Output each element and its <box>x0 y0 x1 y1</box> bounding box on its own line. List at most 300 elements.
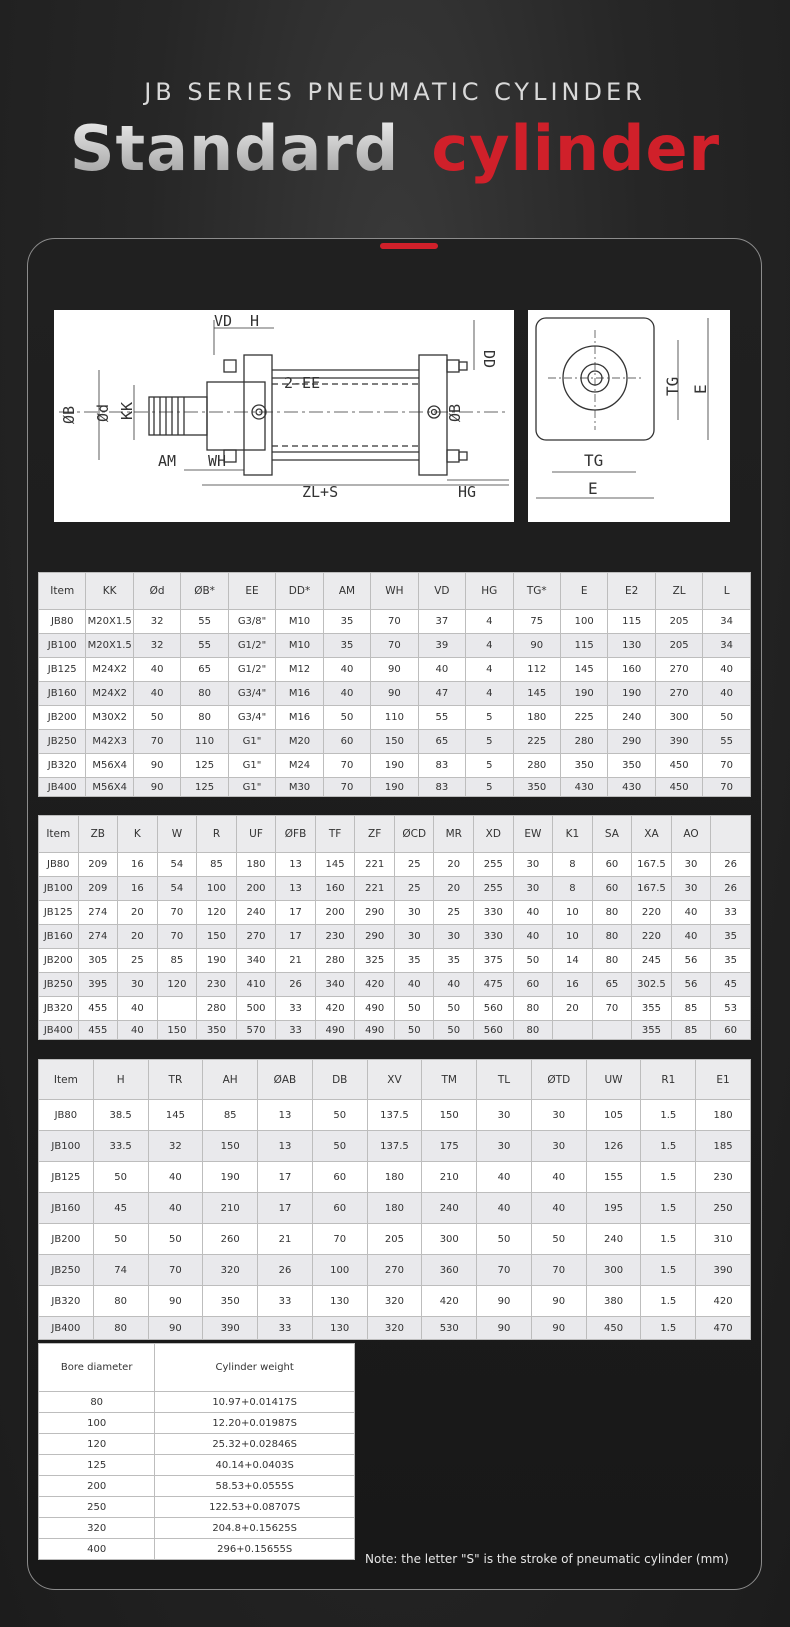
table-cell: 8 <box>553 877 593 901</box>
table-row <box>39 1131 751 1162</box>
table-cell: 240 <box>422 1193 477 1224</box>
table-cell: 5 <box>466 730 513 754</box>
table-cell: M24X2 <box>86 682 133 706</box>
table-cell: 105 <box>586 1100 641 1131</box>
table-cell: 60 <box>592 853 632 877</box>
header-cell: Ød <box>133 573 180 610</box>
label-h: H <box>250 312 260 330</box>
table-cell: 33 <box>258 1286 313 1317</box>
table-cell: 1.5 <box>641 1224 696 1255</box>
table-cell: 90 <box>531 1317 586 1340</box>
table-cell: 4 <box>466 658 513 682</box>
table-cell: 90 <box>531 1286 586 1317</box>
table-cell: 40 <box>513 901 553 925</box>
table-cell: 310 <box>696 1224 751 1255</box>
weight-cell: 12.20+0.01987S <box>155 1413 355 1434</box>
table-cell: 37 <box>418 610 465 634</box>
table-cell: JB250 <box>39 730 86 754</box>
table-cell: 40 <box>133 658 180 682</box>
table-cell: 60 <box>312 1162 367 1193</box>
card-accent-bar <box>380 243 438 249</box>
table-cell: 240 <box>236 901 276 925</box>
table-cell: 305 <box>78 949 118 973</box>
table-cell: 430 <box>560 778 607 797</box>
table-cell: 10 <box>553 925 593 949</box>
table-cell: 1.5 <box>641 1255 696 1286</box>
table-cell: 145 <box>148 1100 203 1131</box>
table-cell: 16 <box>118 877 158 901</box>
table-cell: 90 <box>513 634 560 658</box>
weight-cell: 204.8+0.15625S <box>155 1518 355 1539</box>
table-cell: 20 <box>553 997 593 1021</box>
header-cell: TF <box>315 816 355 853</box>
header-cell: ØTD <box>531 1060 586 1100</box>
table-cell: 420 <box>696 1286 751 1317</box>
header-cell: R <box>197 816 237 853</box>
header-cell: TR <box>148 1060 203 1100</box>
table-cell: 350 <box>513 778 560 797</box>
table-cell: 450 <box>655 754 702 778</box>
table-cell: 200 <box>236 877 276 901</box>
table-cell: 30 <box>513 853 553 877</box>
weight-row <box>39 1518 355 1539</box>
table-cell: 220 <box>632 925 672 949</box>
table-cell: 60 <box>312 1193 367 1224</box>
table-cell: JB125 <box>39 1162 94 1193</box>
table-cell: M10 <box>276 634 323 658</box>
table-cell: G3/4" <box>228 706 275 730</box>
table-cell: 180 <box>236 853 276 877</box>
weight-row <box>39 1455 355 1476</box>
header-cell: E1 <box>696 1060 751 1100</box>
table-cell: 56 <box>671 949 711 973</box>
table-cell: 290 <box>355 925 395 949</box>
table-cell: M12 <box>276 658 323 682</box>
table-cell: 50 <box>477 1224 532 1255</box>
table-row <box>39 1021 751 1040</box>
table-cell: 85 <box>203 1100 258 1131</box>
header-cell: EW <box>513 816 553 853</box>
table-cell: 33 <box>276 1021 316 1040</box>
table-cell: 221 <box>355 853 395 877</box>
table-cell: JB250 <box>39 1255 94 1286</box>
header-cell: E <box>560 573 607 610</box>
table-cell: 40 <box>703 658 751 682</box>
table-cell: 260 <box>203 1224 258 1255</box>
table-cell: 230 <box>315 925 355 949</box>
table-cell: 570 <box>236 1021 276 1040</box>
table-cell: 110 <box>371 706 418 730</box>
table-cell: 455 <box>78 997 118 1021</box>
table-cell: 70 <box>592 997 632 1021</box>
header-cell: TG* <box>513 573 560 610</box>
table-cell: 230 <box>197 973 237 997</box>
header-cell: ZB <box>78 816 118 853</box>
header-cell: XV <box>367 1060 422 1100</box>
table-cell: 209 <box>78 877 118 901</box>
table-cell: 250 <box>696 1193 751 1224</box>
table-cell: 300 <box>586 1255 641 1286</box>
table-cell: 38.5 <box>93 1100 148 1131</box>
table-cell: 5 <box>466 754 513 778</box>
table-cell: 85 <box>197 853 237 877</box>
table-row <box>39 706 751 730</box>
table-cell: 70 <box>148 1255 203 1286</box>
table-cell: 245 <box>632 949 672 973</box>
table-cell: 270 <box>236 925 276 949</box>
header-cell: E2 <box>608 573 655 610</box>
header-cell: H <box>93 1060 148 1100</box>
table-header-row <box>39 816 751 853</box>
table-cell: 395 <box>78 973 118 997</box>
label-ob-rear: ØB <box>446 403 464 422</box>
label-wh: WH <box>208 452 227 470</box>
table-cell: 21 <box>276 949 316 973</box>
table-cell: 209 <box>78 853 118 877</box>
table-cell: M24X2 <box>86 658 133 682</box>
table-cell: 300 <box>655 706 702 730</box>
table-cell: 85 <box>157 949 197 973</box>
table-row <box>39 730 751 754</box>
table-cell: 20 <box>434 853 474 877</box>
table-cell: 45 <box>93 1193 148 1224</box>
table-cell: 4 <box>466 682 513 706</box>
table-cell: 270 <box>655 682 702 706</box>
table-cell: M10 <box>276 610 323 634</box>
table-cell: M30 <box>276 778 323 797</box>
table-cell: 13 <box>276 853 316 877</box>
table-cell: M20X1.5 <box>86 610 133 634</box>
table-cell: 330 <box>474 925 514 949</box>
stroke-note: Note: the letter "S" is the stroke of pneumatic cylinder (mm) <box>365 1552 729 1566</box>
table-cell: 145 <box>315 853 355 877</box>
header-cell: R1 <box>641 1060 696 1100</box>
table-cell: 74 <box>93 1255 148 1286</box>
header-cell <box>711 816 751 853</box>
table-row <box>39 634 751 658</box>
table-cell: 120 <box>197 901 237 925</box>
header-cell: ØFB <box>276 816 316 853</box>
table-cell: 420 <box>422 1286 477 1317</box>
table-cell: G1" <box>228 730 275 754</box>
table-cell: 500 <box>236 997 276 1021</box>
table-cell: 70 <box>323 778 370 797</box>
table-cell: JB320 <box>39 754 86 778</box>
table-cell: 40 <box>671 901 711 925</box>
table-cell: 90 <box>371 658 418 682</box>
weight-cell: 125 <box>39 1455 155 1476</box>
table-cell: 1.5 <box>641 1317 696 1340</box>
table-cell: 80 <box>592 925 632 949</box>
table-row <box>39 1162 751 1193</box>
table-cell: 50 <box>434 1021 474 1040</box>
table-cell: 40 <box>477 1162 532 1193</box>
label-dd: DD <box>480 350 498 369</box>
table-cell: 100 <box>312 1255 367 1286</box>
spec-table-2 <box>38 815 751 1040</box>
table-cell: JB125 <box>39 901 79 925</box>
table-cell: 390 <box>696 1255 751 1286</box>
table-cell: G3/4" <box>228 682 275 706</box>
table-cell: M24 <box>276 754 323 778</box>
table-cell: 1.5 <box>641 1193 696 1224</box>
table-cell: 20 <box>118 901 158 925</box>
table-cell: 55 <box>181 610 228 634</box>
table-cell: 30 <box>477 1100 532 1131</box>
table-cell: 160 <box>608 658 655 682</box>
table-cell: JB100 <box>39 877 79 901</box>
table-cell: 450 <box>655 778 702 797</box>
table-cell: 90 <box>148 1317 203 1340</box>
table-cell: 65 <box>181 658 228 682</box>
table-cell: 13 <box>258 1131 313 1162</box>
table-cell: 90 <box>148 1286 203 1317</box>
table-header-row <box>39 573 751 610</box>
table-cell: 32 <box>133 634 180 658</box>
table-cell: 32 <box>148 1131 203 1162</box>
table-cell: 1.5 <box>641 1162 696 1193</box>
table-cell: JB160 <box>39 1193 94 1224</box>
table-cell: 25 <box>394 853 434 877</box>
table-cell: 390 <box>655 730 702 754</box>
table-cell: M30X2 <box>86 706 133 730</box>
table-row <box>39 1100 751 1131</box>
table-cell: 167.5 <box>632 877 672 901</box>
table-cell: 290 <box>608 730 655 754</box>
weight-header-cell: Cylinder weight <box>155 1344 355 1392</box>
front-view-drawing <box>528 310 730 522</box>
table-cell: 50 <box>93 1224 148 1255</box>
table-cell: 35 <box>323 610 370 634</box>
table-cell: 54 <box>157 877 197 901</box>
table-cell: 205 <box>655 610 702 634</box>
header-cell: AH <box>203 1060 258 1100</box>
table-cell: JB320 <box>39 997 79 1021</box>
table-cell: 5 <box>466 706 513 730</box>
table-cell: 33 <box>711 901 751 925</box>
table-cell: 47 <box>418 682 465 706</box>
table-cell: 80 <box>181 706 228 730</box>
table-cell: 60 <box>323 730 370 754</box>
table-cell: 30 <box>531 1131 586 1162</box>
table-cell: 50 <box>312 1100 367 1131</box>
header-cell: DB <box>312 1060 367 1100</box>
table-cell: 180 <box>367 1162 422 1193</box>
table-cell: 70 <box>323 754 370 778</box>
table-cell: 210 <box>203 1193 258 1224</box>
header-title <box>0 112 790 185</box>
table-cell: 13 <box>276 877 316 901</box>
table-cell: 100 <box>197 877 237 901</box>
table-cell: 302.5 <box>632 973 672 997</box>
table-cell: 240 <box>586 1224 641 1255</box>
table-cell: 1.5 <box>641 1131 696 1162</box>
table-cell: 90 <box>133 778 180 797</box>
weight-row <box>39 1497 355 1518</box>
table-cell: 490 <box>315 1021 355 1040</box>
table-cell: 40 <box>118 1021 158 1040</box>
table-cell: 340 <box>236 949 276 973</box>
table-cell: 205 <box>367 1224 422 1255</box>
table-cell: 220 <box>632 901 672 925</box>
table-cell: 70 <box>371 634 418 658</box>
table-cell: 185 <box>696 1131 751 1162</box>
weight-cell: 250 <box>39 1497 155 1518</box>
table-cell: 26 <box>276 973 316 997</box>
table-cell: 80 <box>181 682 228 706</box>
header-cell: AO <box>671 816 711 853</box>
table-cell: 25 <box>434 901 474 925</box>
table-row <box>39 1193 751 1224</box>
table-row <box>39 1286 751 1317</box>
spec-table-1 <box>38 572 751 797</box>
label-vd: VD <box>214 312 233 330</box>
table-cell: 120 <box>157 973 197 997</box>
table-cell: 1.5 <box>641 1286 696 1317</box>
weight-cell: 100 <box>39 1413 155 1434</box>
table-row <box>39 1224 751 1255</box>
table-cell: 100 <box>560 610 607 634</box>
table-cell: 420 <box>355 973 395 997</box>
table-cell: 35 <box>711 925 751 949</box>
table-cell: 137.5 <box>367 1100 422 1131</box>
table-cell: 490 <box>355 997 395 1021</box>
side-view-svg <box>54 310 514 522</box>
table-cell: 30 <box>671 853 711 877</box>
weight-row <box>39 1434 355 1455</box>
table-cell: 50 <box>312 1131 367 1162</box>
table-cell: 54 <box>157 853 197 877</box>
table-cell: 80 <box>513 997 553 1021</box>
table-cell: G1/2" <box>228 658 275 682</box>
header-cell: XA <box>632 816 672 853</box>
table-cell: 50 <box>531 1224 586 1255</box>
table-cell: JB125 <box>39 658 86 682</box>
table-cell: 300 <box>422 1224 477 1255</box>
table-cell: 80 <box>592 901 632 925</box>
table-cell: 35 <box>434 949 474 973</box>
table-row <box>39 1317 751 1340</box>
table-cell: G3/8" <box>228 610 275 634</box>
table-cell: M42X3 <box>86 730 133 754</box>
header-subtitle: JB SERIES PNEUMATIC CYLINDER <box>144 78 646 106</box>
weight-row <box>39 1476 355 1497</box>
table-cell: 225 <box>513 730 560 754</box>
label-tg-vertical: TG <box>663 376 682 396</box>
table-cell: 280 <box>315 949 355 973</box>
table-cell: 35 <box>323 634 370 658</box>
label-hg: HG <box>458 483 477 501</box>
header-cell: ZL <box>655 573 702 610</box>
table-cell: 85 <box>671 997 711 1021</box>
header-cell: AM <box>323 573 370 610</box>
header-cell: KK <box>86 573 133 610</box>
table-cell: 35 <box>394 949 434 973</box>
table-cell: 350 <box>560 754 607 778</box>
table-header-row <box>39 1060 751 1100</box>
table-cell: 20 <box>118 925 158 949</box>
label-e-horizontal: E <box>588 479 598 498</box>
title-cylinder: cylinder <box>431 112 721 185</box>
table-cell: 110 <box>181 730 228 754</box>
table-cell: 130 <box>312 1286 367 1317</box>
table-cell: 160 <box>315 877 355 901</box>
table-cell: 350 <box>608 754 655 778</box>
header-cell: XD <box>474 816 514 853</box>
table-cell: 190 <box>371 778 418 797</box>
table-cell: JB80 <box>39 853 79 877</box>
table-cell: 40 <box>531 1162 586 1193</box>
header-cell: SA <box>592 816 632 853</box>
table-cell: 560 <box>474 1021 514 1040</box>
table-cell: 70 <box>371 610 418 634</box>
table-cell: 90 <box>133 754 180 778</box>
table-row <box>39 925 751 949</box>
table-cell: 190 <box>371 754 418 778</box>
table-cell: 4 <box>466 610 513 634</box>
table-cell: 60 <box>592 877 632 901</box>
weight-cell: 400 <box>39 1539 155 1560</box>
header-cell: Item <box>39 573 86 610</box>
table-cell: 45 <box>711 973 751 997</box>
table-cell: 25 <box>118 949 158 973</box>
header-cell: K1 <box>553 816 593 853</box>
table-cell: 33 <box>276 997 316 1021</box>
table-cell: 5 <box>466 778 513 797</box>
table-cell: JB320 <box>39 1286 94 1317</box>
table-cell: 325 <box>355 949 395 973</box>
table-cell: 200 <box>315 901 355 925</box>
table-cell: 40 <box>703 682 751 706</box>
table-cell: 280 <box>560 730 607 754</box>
weight-header-cell: Bore diameter <box>39 1344 155 1392</box>
weight-row <box>39 1413 355 1434</box>
weight-cell: 40.14+0.0403S <box>155 1455 355 1476</box>
table-cell: 175 <box>422 1131 477 1162</box>
table-cell: 490 <box>355 1021 395 1040</box>
table-cell: G1/2" <box>228 634 275 658</box>
table-cell: 115 <box>608 610 655 634</box>
table-cell: 90 <box>477 1317 532 1340</box>
table-cell: 40 <box>671 925 711 949</box>
table-cell: 14 <box>553 949 593 973</box>
table-cell: 290 <box>355 901 395 925</box>
table-cell: 33.5 <box>93 1131 148 1162</box>
table-cell: 39 <box>418 634 465 658</box>
header-cell: HG <box>466 573 513 610</box>
title-standard: Standard <box>69 112 400 185</box>
table-row <box>39 901 751 925</box>
header-cell: WH <box>371 573 418 610</box>
table-cell: 40 <box>148 1162 203 1193</box>
table-cell: 56 <box>671 973 711 997</box>
table-cell: 26 <box>258 1255 313 1286</box>
front-view-svg <box>528 310 730 522</box>
table-cell: 4 <box>466 634 513 658</box>
table-cell: 350 <box>203 1286 258 1317</box>
table-cell: 60 <box>513 973 553 997</box>
table-cell: 150 <box>422 1100 477 1131</box>
table-cell: 225 <box>560 706 607 730</box>
table-cell: 40 <box>513 925 553 949</box>
table-cell: 430 <box>608 778 655 797</box>
table-cell: M56X4 <box>86 754 133 778</box>
table-cell: 50 <box>703 706 751 730</box>
table-cell: 155 <box>586 1162 641 1193</box>
table-cell: 1.5 <box>641 1100 696 1131</box>
header-cell: ZF <box>355 816 395 853</box>
table-cell: 30 <box>394 925 434 949</box>
